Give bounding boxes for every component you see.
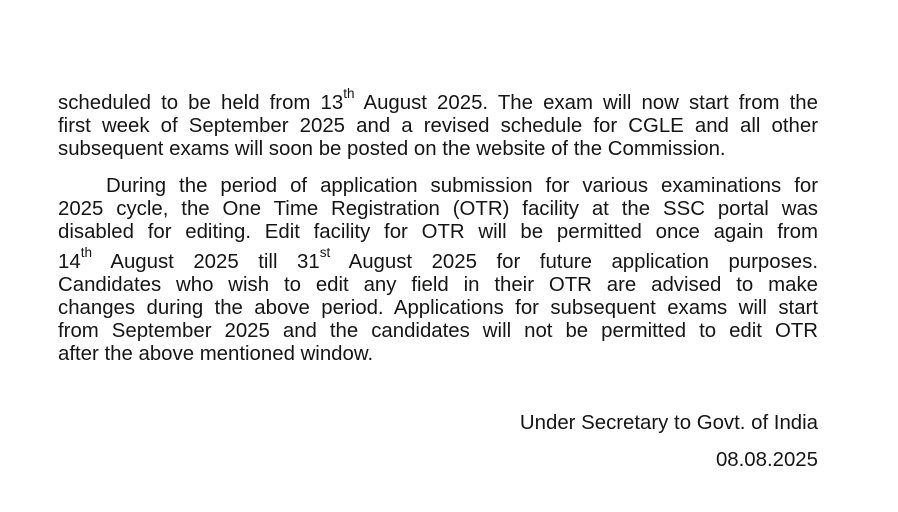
- paragraph-2-line-4: [58, 245, 818, 274]
- superscript-ordinal: st: [319, 245, 331, 261]
- paragraph-2-line-8: after the above mentioned window.: [58, 343, 374, 365]
- paragraph-2-line-5: Candidates who wish to edit any field in their OTR are advised to make: [58, 274, 818, 296]
- paragraph-2-line-7: from September 2025 and the candidates will not be permitted to edit OTR: [58, 320, 818, 342]
- paragraph-2-line-6: changes during the above period. Applications for subsequent exams will start: [58, 297, 818, 319]
- signatory-designation: Under Secretary to Govt. of India: [519, 412, 818, 434]
- paragraph-1-line-2: first week of September 2025 and a revised schedule for CGLE and all other: [58, 115, 818, 137]
- paragraph-2-line-2: 2025 cycle, the One Time Registration (OTR) facility at the SSC portal was: [58, 198, 818, 220]
- text-fragment: August 2025 for future application purposes.: [330, 251, 818, 273]
- text-fragment: August 2025 till 31: [91, 251, 320, 273]
- paragraph-2-line-1: During the period of application submission for various examinations for: [106, 175, 818, 197]
- paragraph-1-line-1: [58, 86, 818, 115]
- text-fragment: scheduled to be held from 13: [58, 92, 344, 114]
- text-fragment: 14: [58, 251, 81, 273]
- superscript-ordinal: th: [343, 86, 355, 102]
- text-fragment: August 2025. The exam will now start from the: [354, 92, 818, 114]
- document-date: 08.08.2025: [715, 449, 818, 471]
- paragraph-2-line-3: disabled for editing. Edit facility for OTR will be permitted once again from: [58, 221, 818, 243]
- paragraph-1-line-3: subsequent exams will soon be posted on the website of the Commission.: [58, 138, 726, 160]
- superscript-ordinal: th: [80, 245, 92, 261]
